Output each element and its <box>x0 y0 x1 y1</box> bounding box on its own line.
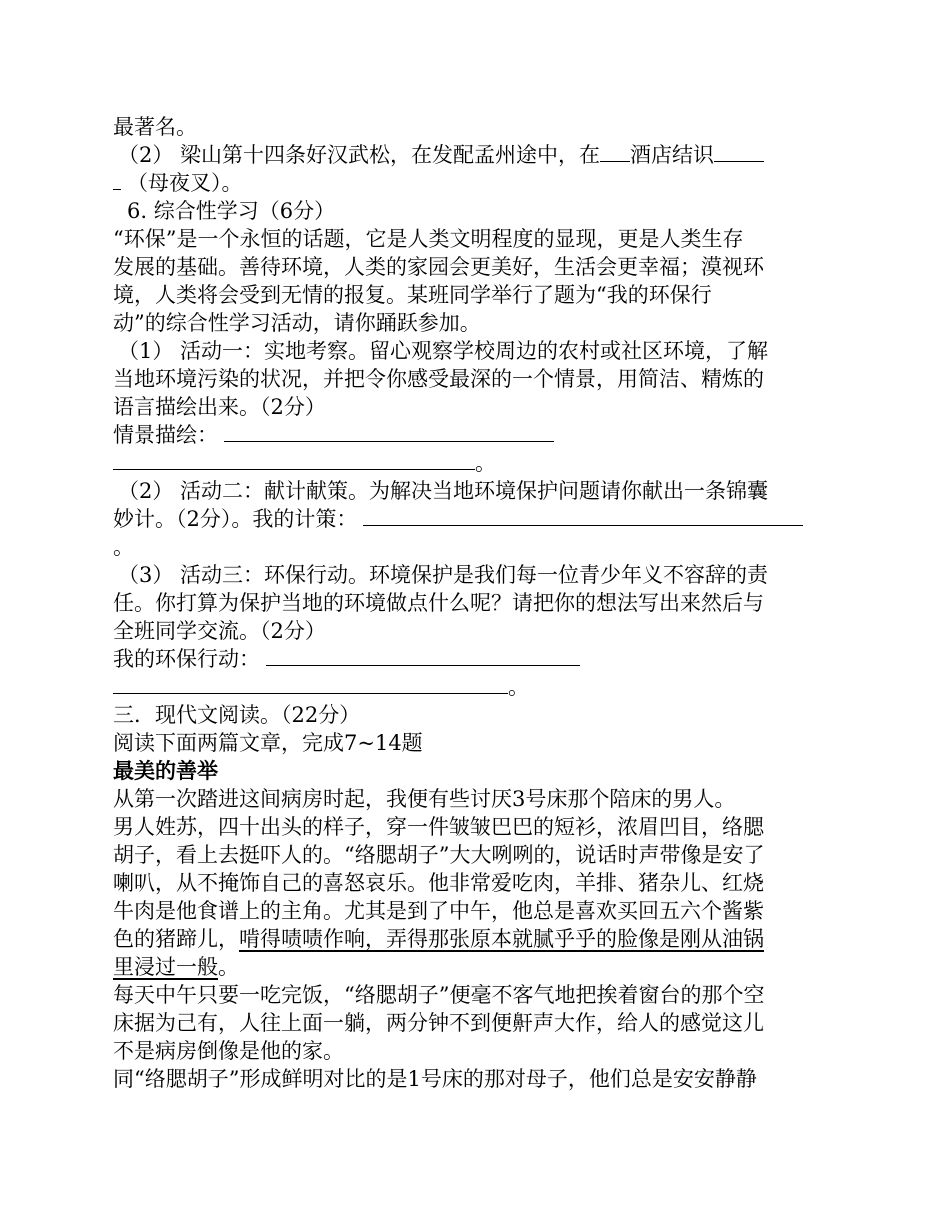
section-heading-3: 三．现代文阅读。（22分） <box>113 703 361 727</box>
text-line: 牛肉是他食谱上的主角。尤其是到了中午，他总是喜欢买回五六个酱紫 <box>113 899 764 923</box>
answer-blank-person-cont[interactable] <box>113 171 121 190</box>
text-line <box>113 169 837 197</box>
text-line: 从第一次踏进这间病房时起，我便有些讨厌3号床那个陪床的男人。 <box>113 787 736 811</box>
text-line: 任。你打算为保护当地的环境做点什么呢？请把你的想法写出来然后与 <box>113 591 764 615</box>
article-title: 最美的善举 <box>113 758 218 783</box>
text-span: 。 <box>475 451 496 475</box>
text-line: 阅读下面两篇文章，完成7~14题 <box>113 731 423 755</box>
text-line: 每天中午只要一吃完饭，“络腮胡子”便毫不客气地把挨着窗台的那个空 <box>113 983 765 1007</box>
text-line: （3） 活动三：环保行动。环境保护是我们每一位青少年义不容辞的责 <box>118 563 769 587</box>
scene-description-label: 情景描绘： <box>113 423 218 447</box>
text-line: 床据为己有，人往上面一躺，两分钟不到便鼾声大作，给人的感觉这儿 <box>113 1011 764 1035</box>
text-line <box>113 925 837 953</box>
text-line: “环保”是一个永恒的话题，它是人类文明程度的显现，更是人类生存 <box>113 227 744 251</box>
text-span: 。 <box>508 675 529 699</box>
scene-description-blank[interactable] <box>224 423 554 442</box>
text-span: （母夜叉）。 <box>127 171 243 195</box>
action-blank[interactable] <box>266 647 580 666</box>
answer-blank-person[interactable] <box>714 143 764 162</box>
underlined-sentence: 啃得啧啧作响，弄得那张原本就腻乎乎的脸像是刚从油锅 <box>239 927 764 951</box>
text-line: 最著名。 <box>113 115 197 139</box>
text-line: 当地环境污染的状况，并把令你感受最深的一个情景，用简洁、精炼的 <box>113 367 764 391</box>
text-line: 境，人类将会受到无情的报复。某班同学举行了题为“我的环保行 <box>113 283 712 307</box>
text-line: 语言描绘出来。（2分） <box>113 395 326 419</box>
scene-description-row-2 <box>113 449 837 477</box>
text-line: 喇叭，从不掩饰自己的喜怒哀乐。他非常爱吃肉，羊排、猪杂儿、红烧 <box>113 871 764 895</box>
action-row-2 <box>113 673 837 701</box>
scene-description-blank-2[interactable] <box>113 451 475 470</box>
text-span: 。 <box>218 955 239 979</box>
text-span: 色的猪蹄儿， <box>113 927 239 951</box>
text-line: 发展的基础。善待环境，人类的家园会更美好，生活会更幸福；漠视环 <box>113 255 764 279</box>
text-line: 全班同学交流。（2分） <box>113 619 326 643</box>
text-line: 同“络腮胡子”形成鲜明对比的是1号床的那对母子，他们总是安安静静 <box>113 1067 757 1091</box>
text-line: 。 <box>113 535 134 559</box>
plan-label: 妙计。（2分）。我的计策： <box>113 507 358 531</box>
text-line: 男人姓苏，四十出头的样子，穿一件皱皱巴巴的短衫，浓眉凹目，络腮 <box>113 815 764 839</box>
question-5-2 <box>113 141 837 169</box>
action-label: 我的环保行动： <box>113 647 260 671</box>
plan-row <box>113 505 837 533</box>
underlined-sentence-cont: 里浸过一般 <box>113 955 218 979</box>
text-line <box>113 953 837 981</box>
plan-blank[interactable] <box>363 507 803 526</box>
text-line: 胡子，看上去挺吓人的。“络腮胡子”大大咧咧的，说话时声带像是安了 <box>113 843 765 867</box>
section-heading-6: 6. 综合性学习（6分） <box>127 199 336 223</box>
answer-blank-hotel[interactable] <box>600 143 630 162</box>
scene-description-row <box>113 421 837 449</box>
text-line: 不是病房倒像是他的家。 <box>113 1039 344 1063</box>
action-row <box>113 645 837 673</box>
text-line: （2） 活动二：献计献策。为解决当地环境保护问题请你献出一条锦囊 <box>118 479 769 503</box>
question-5-2-text-2: 酒店结识 <box>630 143 715 167</box>
text-line: 动”的综合性学习活动，请你踊跃参加。 <box>113 311 481 335</box>
question-5-2-text: （2） 梁山第十四条好汉武松，在发配孟州途中，在 <box>118 143 601 167</box>
document-page <box>113 113 837 1093</box>
action-blank-2[interactable] <box>113 675 508 694</box>
text-line: （1） 活动一：实地考察。留心观察学校周边的农村或社区环境，了解 <box>118 339 769 363</box>
